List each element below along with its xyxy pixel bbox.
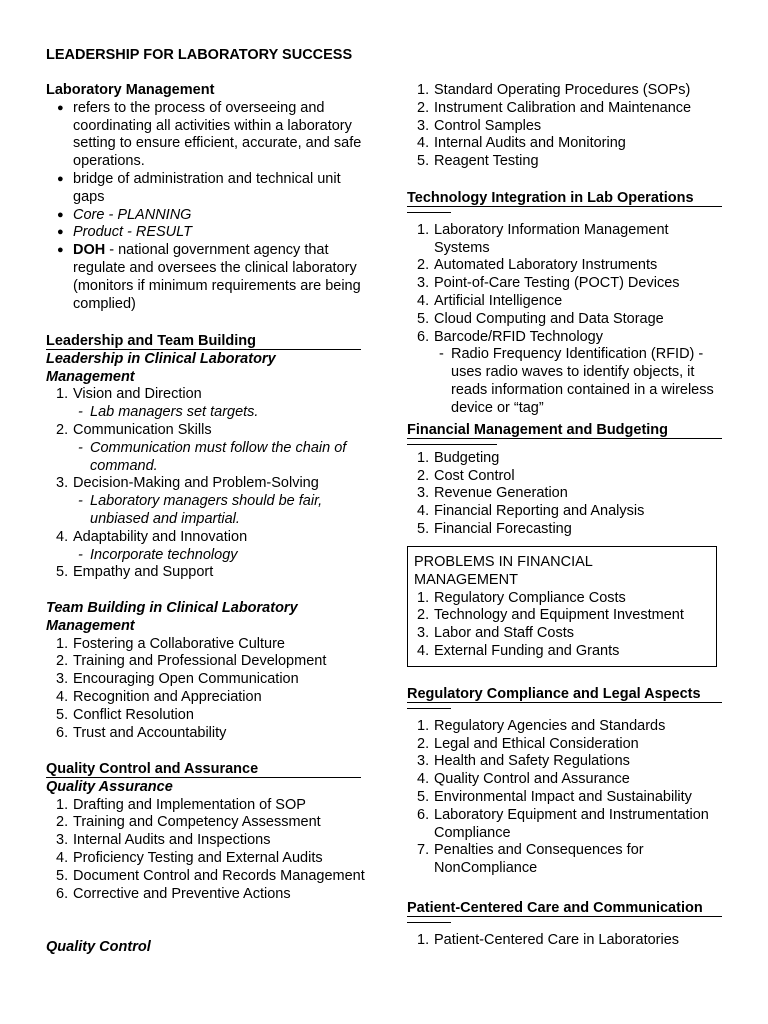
item-text: Environmental Impact and Sustainability	[434, 788, 692, 805]
list-item: 2. Automated Laboratory Instruments	[417, 257, 658, 274]
list-item: 3. Revenue Generation	[417, 485, 568, 502]
list-item: 3. Encouraging Open Communication	[56, 671, 299, 688]
section-regulatory	[407, 686, 727, 878]
list-item: 2. Training and Professional Development	[56, 653, 327, 670]
item-text: Vision and Direction	[73, 386, 202, 403]
section-quality-control-sub	[46, 939, 368, 957]
heading-underline	[407, 208, 451, 213]
sub-item: - Laboratory managers should be fair, unbiased and impartial.	[90, 493, 368, 529]
list-item: 5. Document Control and Records Management	[56, 867, 365, 884]
item-text: Instrument Calibration and Maintenance	[434, 99, 692, 116]
list-item: 2. Communication Skills - Communication must follow the chain of command.	[73, 422, 368, 475]
list-item: 2. Cost Control	[417, 467, 515, 484]
item-text: Financial Reporting and Analysis	[434, 503, 645, 520]
bullet-list	[46, 100, 368, 314]
list-item: 5. Empathy and Support	[56, 564, 214, 581]
list-item: 1. Laboratory Information Management Systems	[417, 221, 669, 256]
section-heading: Leadership and Team Building	[46, 333, 361, 350]
item-text: Drafting and Implementation of SOP	[73, 796, 306, 813]
list-item: 6. Corrective and Preventive Actions	[56, 885, 291, 902]
item-text: Corrective and Preventive Actions	[73, 885, 291, 902]
item-text: Regulatory Compliance Costs	[434, 589, 626, 606]
item-text: Communication Skills	[73, 421, 212, 438]
heading-underline	[407, 704, 451, 709]
list-item: 2. Training and Competency Assessment	[56, 814, 321, 831]
list-item: 5. Environmental Impact and Sustainability	[417, 788, 692, 805]
item-text: Cloud Computing and Data Storage	[434, 310, 664, 327]
list-item: 3. Decision-Making and Problem-Solving - Laboratory managers should be fair, unbiased and impartial.	[73, 475, 368, 528]
list-item: 3. Control Samples	[417, 117, 542, 134]
item-text: Point-of-Care Testing (POCT) Devices	[434, 275, 680, 292]
numbered-list	[46, 797, 368, 904]
list-item: 3. Labor and Staff Costs	[417, 625, 574, 642]
item-text: Laboratory Equipment and Instrumentation Compliance	[434, 806, 709, 841]
subsection-heading: Team Building in Clinical Laboratory Management	[46, 600, 298, 634]
list-item: 4. Internal Audits and Monitoring	[417, 135, 626, 152]
list-item: 1. Regulatory Agencies and Standards	[417, 717, 666, 734]
sub-item: - Radio Frequency Identification (RFID) - uses radio waves to identify objects, it reads information contained in a wireless device or “tag”	[451, 346, 727, 417]
section-heading: Technology Integration in Lab Operations	[407, 190, 722, 207]
item-text: Penalties and Consequences for NonCompliance	[434, 842, 644, 877]
financial-problems-box	[407, 546, 717, 667]
section-patient-care	[407, 900, 727, 950]
section-quality-control	[46, 761, 368, 903]
section-heading: Patient-Centered Care and Communication	[407, 900, 722, 917]
document-title: LEADERSHIP FOR LABORATORY SUCCESS	[46, 47, 353, 63]
item-text: Cost Control	[434, 467, 515, 484]
section-financial	[407, 422, 727, 539]
list-item: 3. Health and Safety Regulations	[417, 753, 630, 770]
item-text: Legal and Ethical Consideration	[434, 735, 639, 752]
item-text: Training and Competency Assessment	[73, 814, 321, 831]
list-item: 3. Point-of-Care Testing (POCT) Devices	[417, 275, 680, 292]
item-text: Automated Laboratory Instruments	[434, 257, 658, 274]
section-heading: Financial Management and Budgeting	[407, 422, 722, 439]
section-heading: Quality Control and Assurance	[46, 761, 361, 778]
numbered-list	[407, 932, 727, 950]
item-text: Artificial Intelligence	[434, 292, 563, 309]
list-item: 7. Penalties and Consequences for NonCompliance	[417, 842, 644, 877]
list-item: 5. Reagent Testing	[417, 153, 539, 170]
item-text: Control Samples	[434, 117, 542, 134]
item-text: Regulatory Agencies and Standards	[434, 717, 666, 734]
list-item: 2. Legal and Ethical Consideration	[417, 735, 639, 752]
list-item: 1. Fostering a Collaborative Culture	[56, 635, 285, 652]
item-text: Reagent Testing	[434, 153, 539, 170]
list-item: 6. Laboratory Equipment and Instrumentation Compliance	[417, 806, 709, 841]
list-item: 1. Patient-Centered Care in Laboratories	[417, 931, 680, 948]
heading-underline	[407, 918, 451, 923]
bold-term: DOH	[73, 242, 106, 259]
box-title: PROBLEMS IN FINANCIAL MANAGEMENT	[414, 554, 593, 588]
item-text: Empathy and Support	[73, 564, 214, 581]
section-leadership	[46, 333, 368, 582]
subsection-heading: Leadership in Clinical Laboratory Management	[46, 350, 276, 385]
item-text: Internal Audits and Monitoring	[434, 135, 626, 152]
section-technology	[407, 190, 727, 418]
list-item: 4. Financial Reporting and Analysis	[417, 503, 645, 520]
item-text: Budgeting	[434, 449, 500, 466]
numbered-list	[407, 450, 727, 539]
list-item: 4. Adaptability and Innovation - Incorporate technology	[73, 529, 368, 565]
item-text: Technology and Equipment Investment	[434, 607, 684, 624]
list-item: 1. Budgeting	[417, 449, 500, 466]
list-item	[73, 242, 368, 313]
list-item: 4. External Funding and Grants	[417, 642, 620, 659]
list-item: 1. Vision and Direction - Lab managers set targets.	[73, 386, 368, 422]
list-item: 6. Barcode/RFID Technology - Radio Frequency Identification (RFID) - uses radio waves to identify objects, it reads information contained in a wireless device or “tag”	[434, 329, 727, 418]
list-item: 4. Recognition and Appreciation	[56, 688, 262, 705]
sub-item: - Communication must follow the chain of command.	[90, 440, 368, 476]
item-text: Standard Operating Procedures (SOPs)	[434, 82, 691, 98]
item-text: Encouraging Open Communication	[73, 671, 299, 688]
numbered-list	[414, 590, 716, 661]
list-item: 1. Regulatory Compliance Costs	[417, 589, 626, 606]
list-item: 5. Financial Forecasting	[417, 520, 572, 537]
list-item: 2. Technology and Equipment Investment	[417, 607, 684, 624]
subsection-heading: Quality Control	[46, 939, 151, 955]
list-item: 4. Artificial Intelligence	[417, 292, 563, 309]
item-text: Training and Professional Development	[73, 653, 327, 670]
item-text: Quality Control and Assurance	[434, 771, 630, 788]
item-text: Decision-Making and Problem-Solving	[73, 475, 319, 492]
item-text: Conflict Resolution	[73, 706, 194, 723]
item-text: Adaptability and Innovation	[73, 528, 248, 545]
term-description: - national government agency that regulate and oversees the clinical laboratory (monitors if minimum requirements are being complied)	[73, 242, 361, 312]
subsection-heading: Quality Assurance	[46, 778, 173, 795]
list-item: 6. Trust and Accountability	[56, 724, 227, 741]
list-item: 4. Proficiency Testing and External Audits	[56, 849, 323, 866]
item-text: External Funding and Grants	[434, 642, 620, 659]
sub-item: - Incorporate technology	[90, 547, 368, 565]
section-heading: Regulatory Compliance and Legal Aspects	[407, 686, 722, 703]
item-text: Document Control and Records Management	[73, 867, 365, 884]
item-text: Fostering a Collaborative Culture	[73, 635, 285, 652]
list-item: 4. Quality Control and Assurance	[417, 771, 630, 788]
section-team-building	[46, 600, 368, 742]
sub-item: - Lab managers set targets.	[90, 404, 368, 422]
item-text: Patient-Centered Care in Laboratories	[434, 931, 680, 948]
item-text: Financial Forecasting	[434, 520, 572, 537]
item-text: Revenue Generation	[434, 485, 568, 502]
list-item: ● Core - PLANNING	[73, 207, 368, 225]
list-item: 2. Instrument Calibration and Maintenance	[417, 99, 692, 116]
item-text: Barcode/RFID Technology	[434, 328, 603, 345]
list-item: 5. Conflict Resolution	[56, 706, 194, 723]
numbered-list	[407, 82, 727, 171]
list-item: ● bridge of administration and technical unit gaps	[73, 171, 368, 207]
item-text: Health and Safety Regulations	[434, 753, 630, 770]
item-text: Internal Audits and Inspections	[73, 832, 271, 849]
heading-underline	[407, 440, 497, 445]
section-laboratory-management	[46, 82, 368, 313]
item-text: Trust and Accountability	[73, 724, 227, 741]
numbered-list	[407, 222, 727, 418]
list-item: 5. Cloud Computing and Data Storage	[417, 310, 664, 327]
item-text: Proficiency Testing and External Audits	[73, 849, 323, 866]
numbered-list	[46, 386, 368, 582]
list-item: 3. Internal Audits and Inspections	[56, 832, 271, 849]
numbered-list	[46, 636, 368, 743]
item-text: Labor and Staff Costs	[434, 625, 574, 642]
quality-control-list	[407, 82, 727, 171]
list-item: 1. Drafting and Implementation of SOP	[56, 796, 306, 813]
item-text: Recognition and Appreciation	[73, 688, 262, 705]
item-text: Laboratory Information Management Systems	[434, 221, 669, 256]
list-item: 1. Standard Operating Procedures (SOPs)	[417, 82, 691, 98]
list-item: ● Product - RESULT	[73, 224, 368, 242]
section-heading: Laboratory Management	[46, 82, 215, 98]
numbered-list	[407, 718, 727, 878]
list-item: ● refers to the process of overseeing and coordinating all activities within a laboratory setting to ensure efficient, accurate, and safe operations.	[73, 100, 368, 171]
